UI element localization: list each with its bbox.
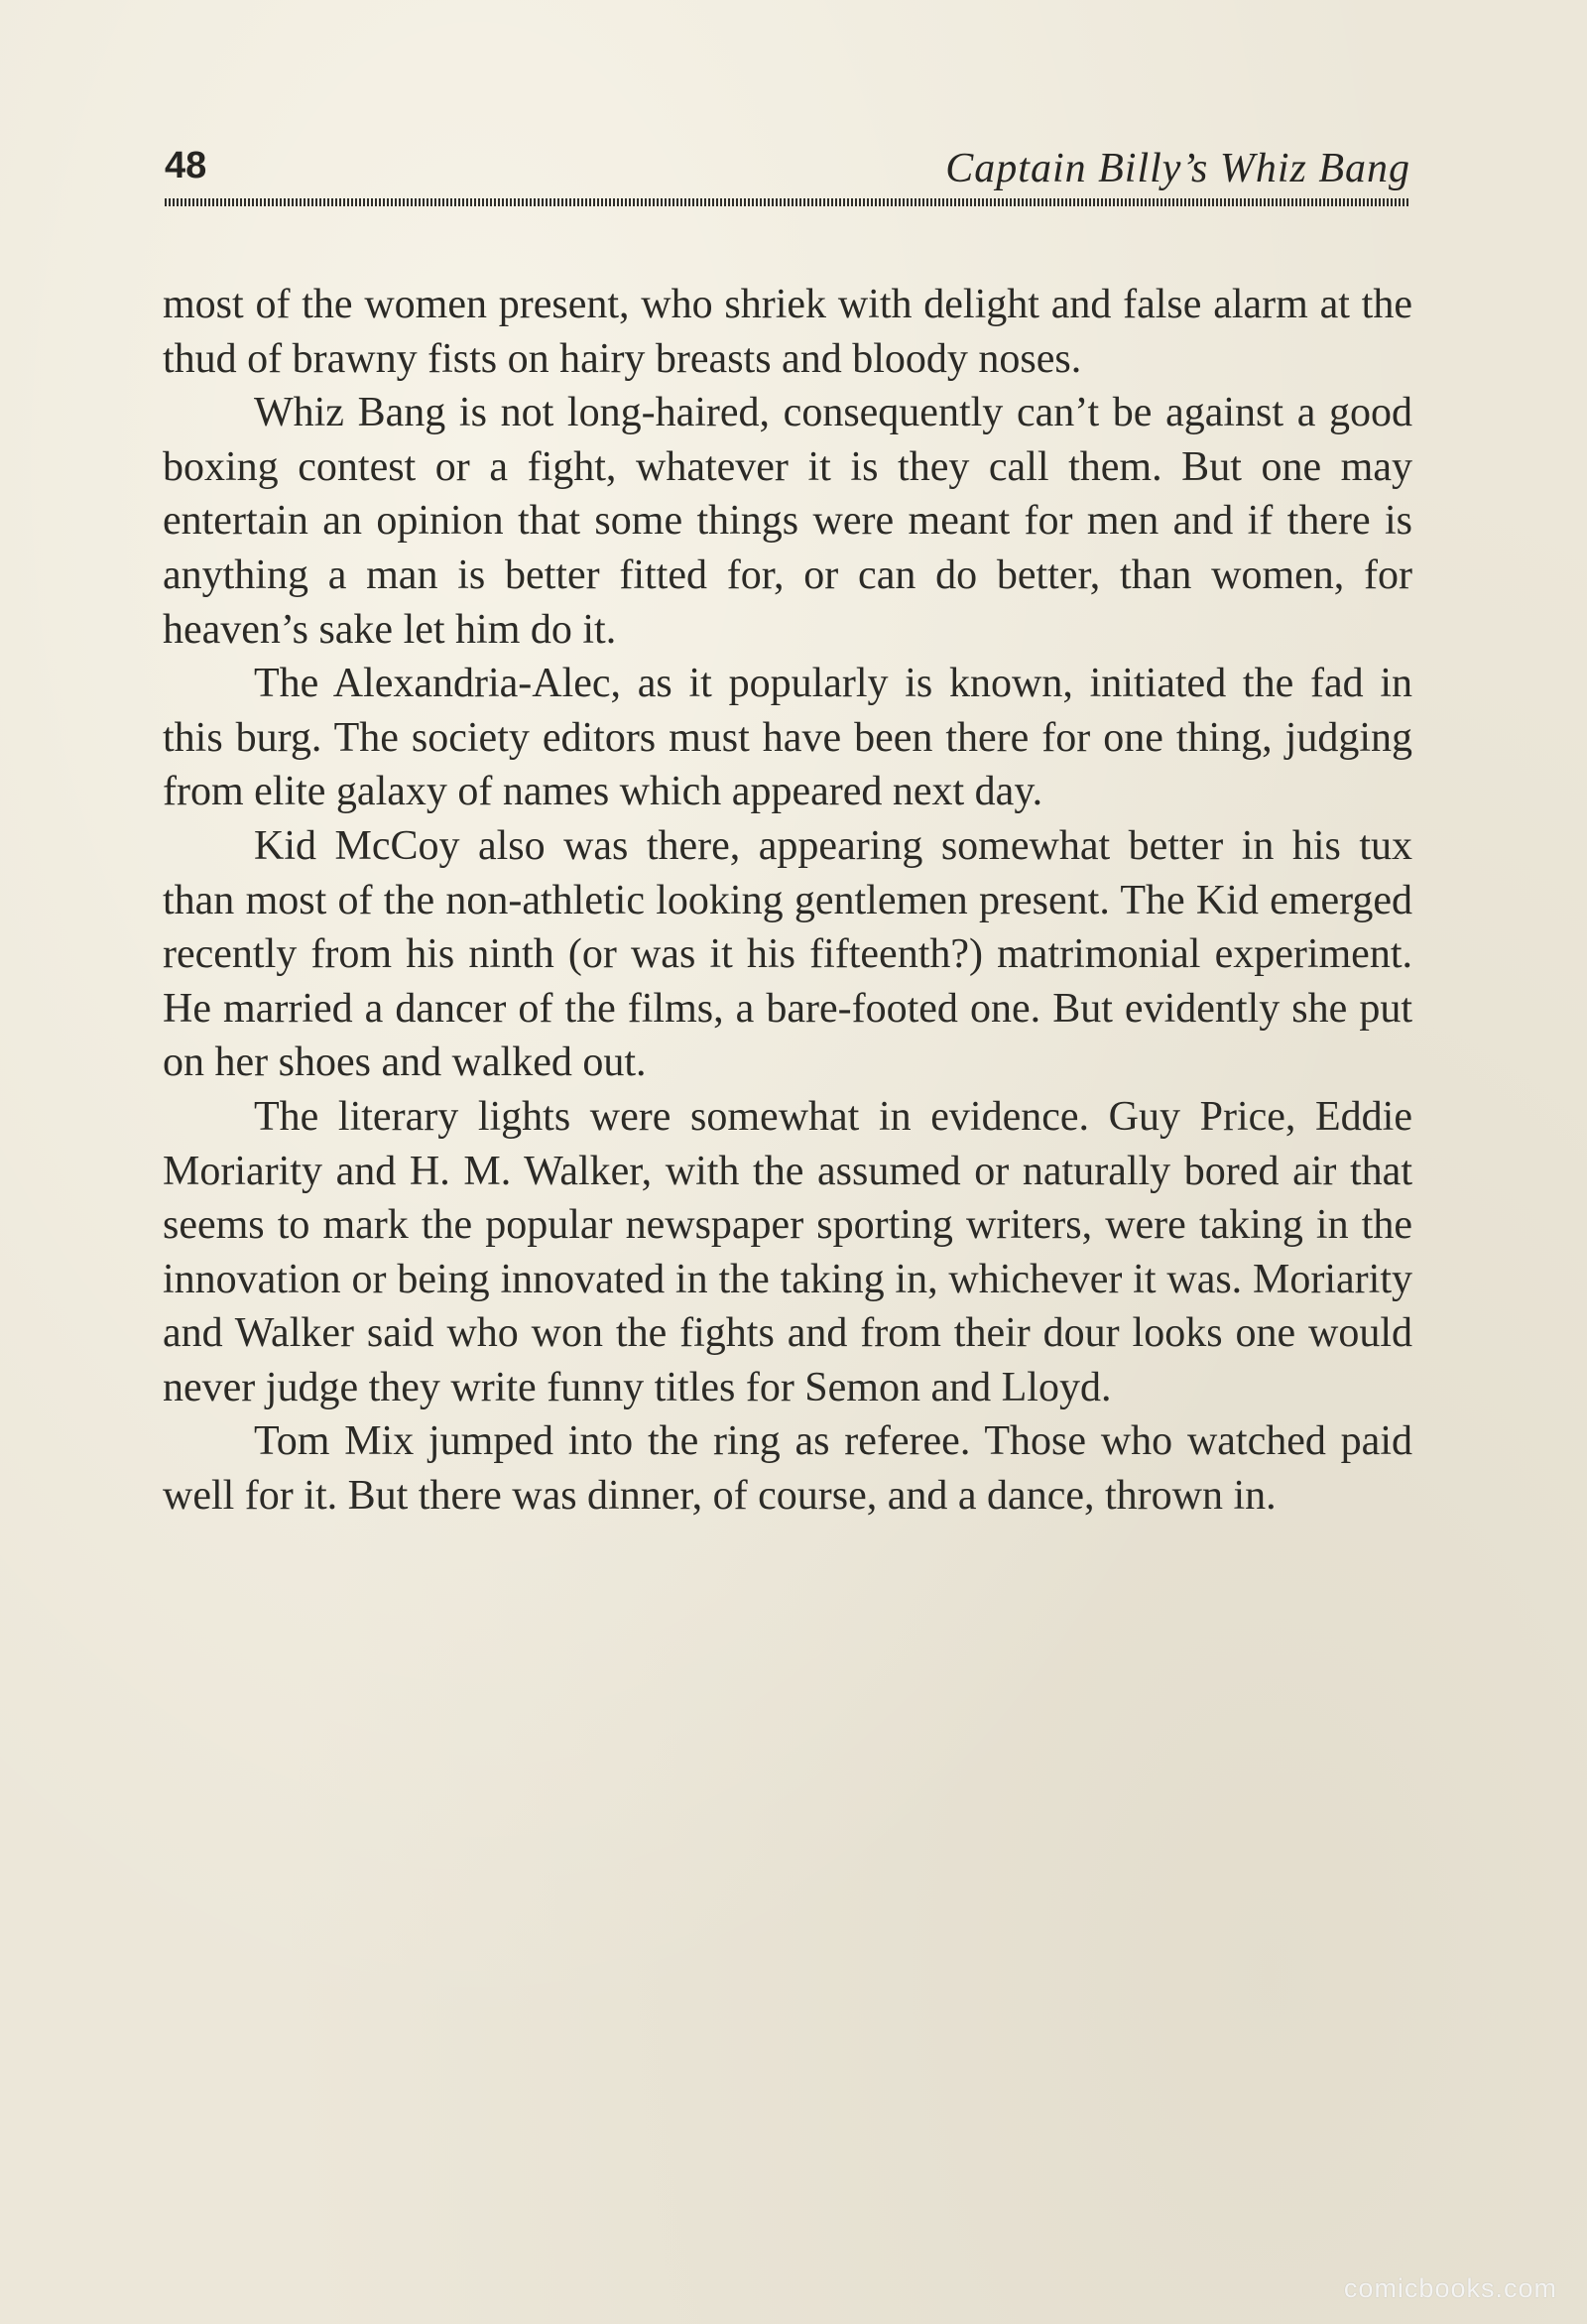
running-title: Captain Billy’s Whiz Bang bbox=[945, 146, 1410, 191]
paragraph-continued: most of the women present, who shriek with delight and false alarm at the thud of brawny fists on hairy breasts and bloody noses. bbox=[163, 282, 1412, 382]
paragraph: The literary lights were somewhat in evidence. Guy Price, Eddie Moriarity and H. M. Walker, with the assumed or naturally bored air that seems to mark the popular newspaper sporting writers, were taking in the innovation or being innovated in the taking in, whichever it was. Moriarity and Walker said who won the fights and from their dour looks one would never judge they write funny titles for Semon and Lloyd. bbox=[163, 1093, 1412, 1410]
paragraph: Tom Mix jumped into the ring as referee. Those who watched paid well for it. But there was dinner, of course, and a dance, thrown in. bbox=[163, 1418, 1412, 1520]
watermark: comicbooks.com bbox=[1343, 2273, 1557, 2303]
article-body bbox=[163, 278, 1412, 1524]
page-number: 48 bbox=[165, 145, 207, 186]
paragraph: Whiz Bang is not long-haired, consequently can’t be against a good boxing contest or a fight, whatever it is they call them. But one may entertain an opinion that some things were meant for men and if there is anything a man is better fitted for, or can do better, than women, for heaven’s sake let him do it. bbox=[163, 390, 1412, 653]
header-rule bbox=[165, 198, 1410, 206]
paragraph: Kid McCoy also was there, appearing somewhat better in his tux than most of the non-athletic looking gentlemen present. The Kid emerged recently from his ninth (or was it his fifteenth?) matrimonial experiment. He married a dancer of the films, a bare-footed one. But evidently she put on her shoes and walked out. bbox=[163, 822, 1412, 1086]
paragraph: The Alexandria-Alec, as it popularly is known, initiated the fad in this burg. The society editors must have been there for one thing, judging from elite galaxy of names which appeared next day. bbox=[163, 661, 1412, 815]
